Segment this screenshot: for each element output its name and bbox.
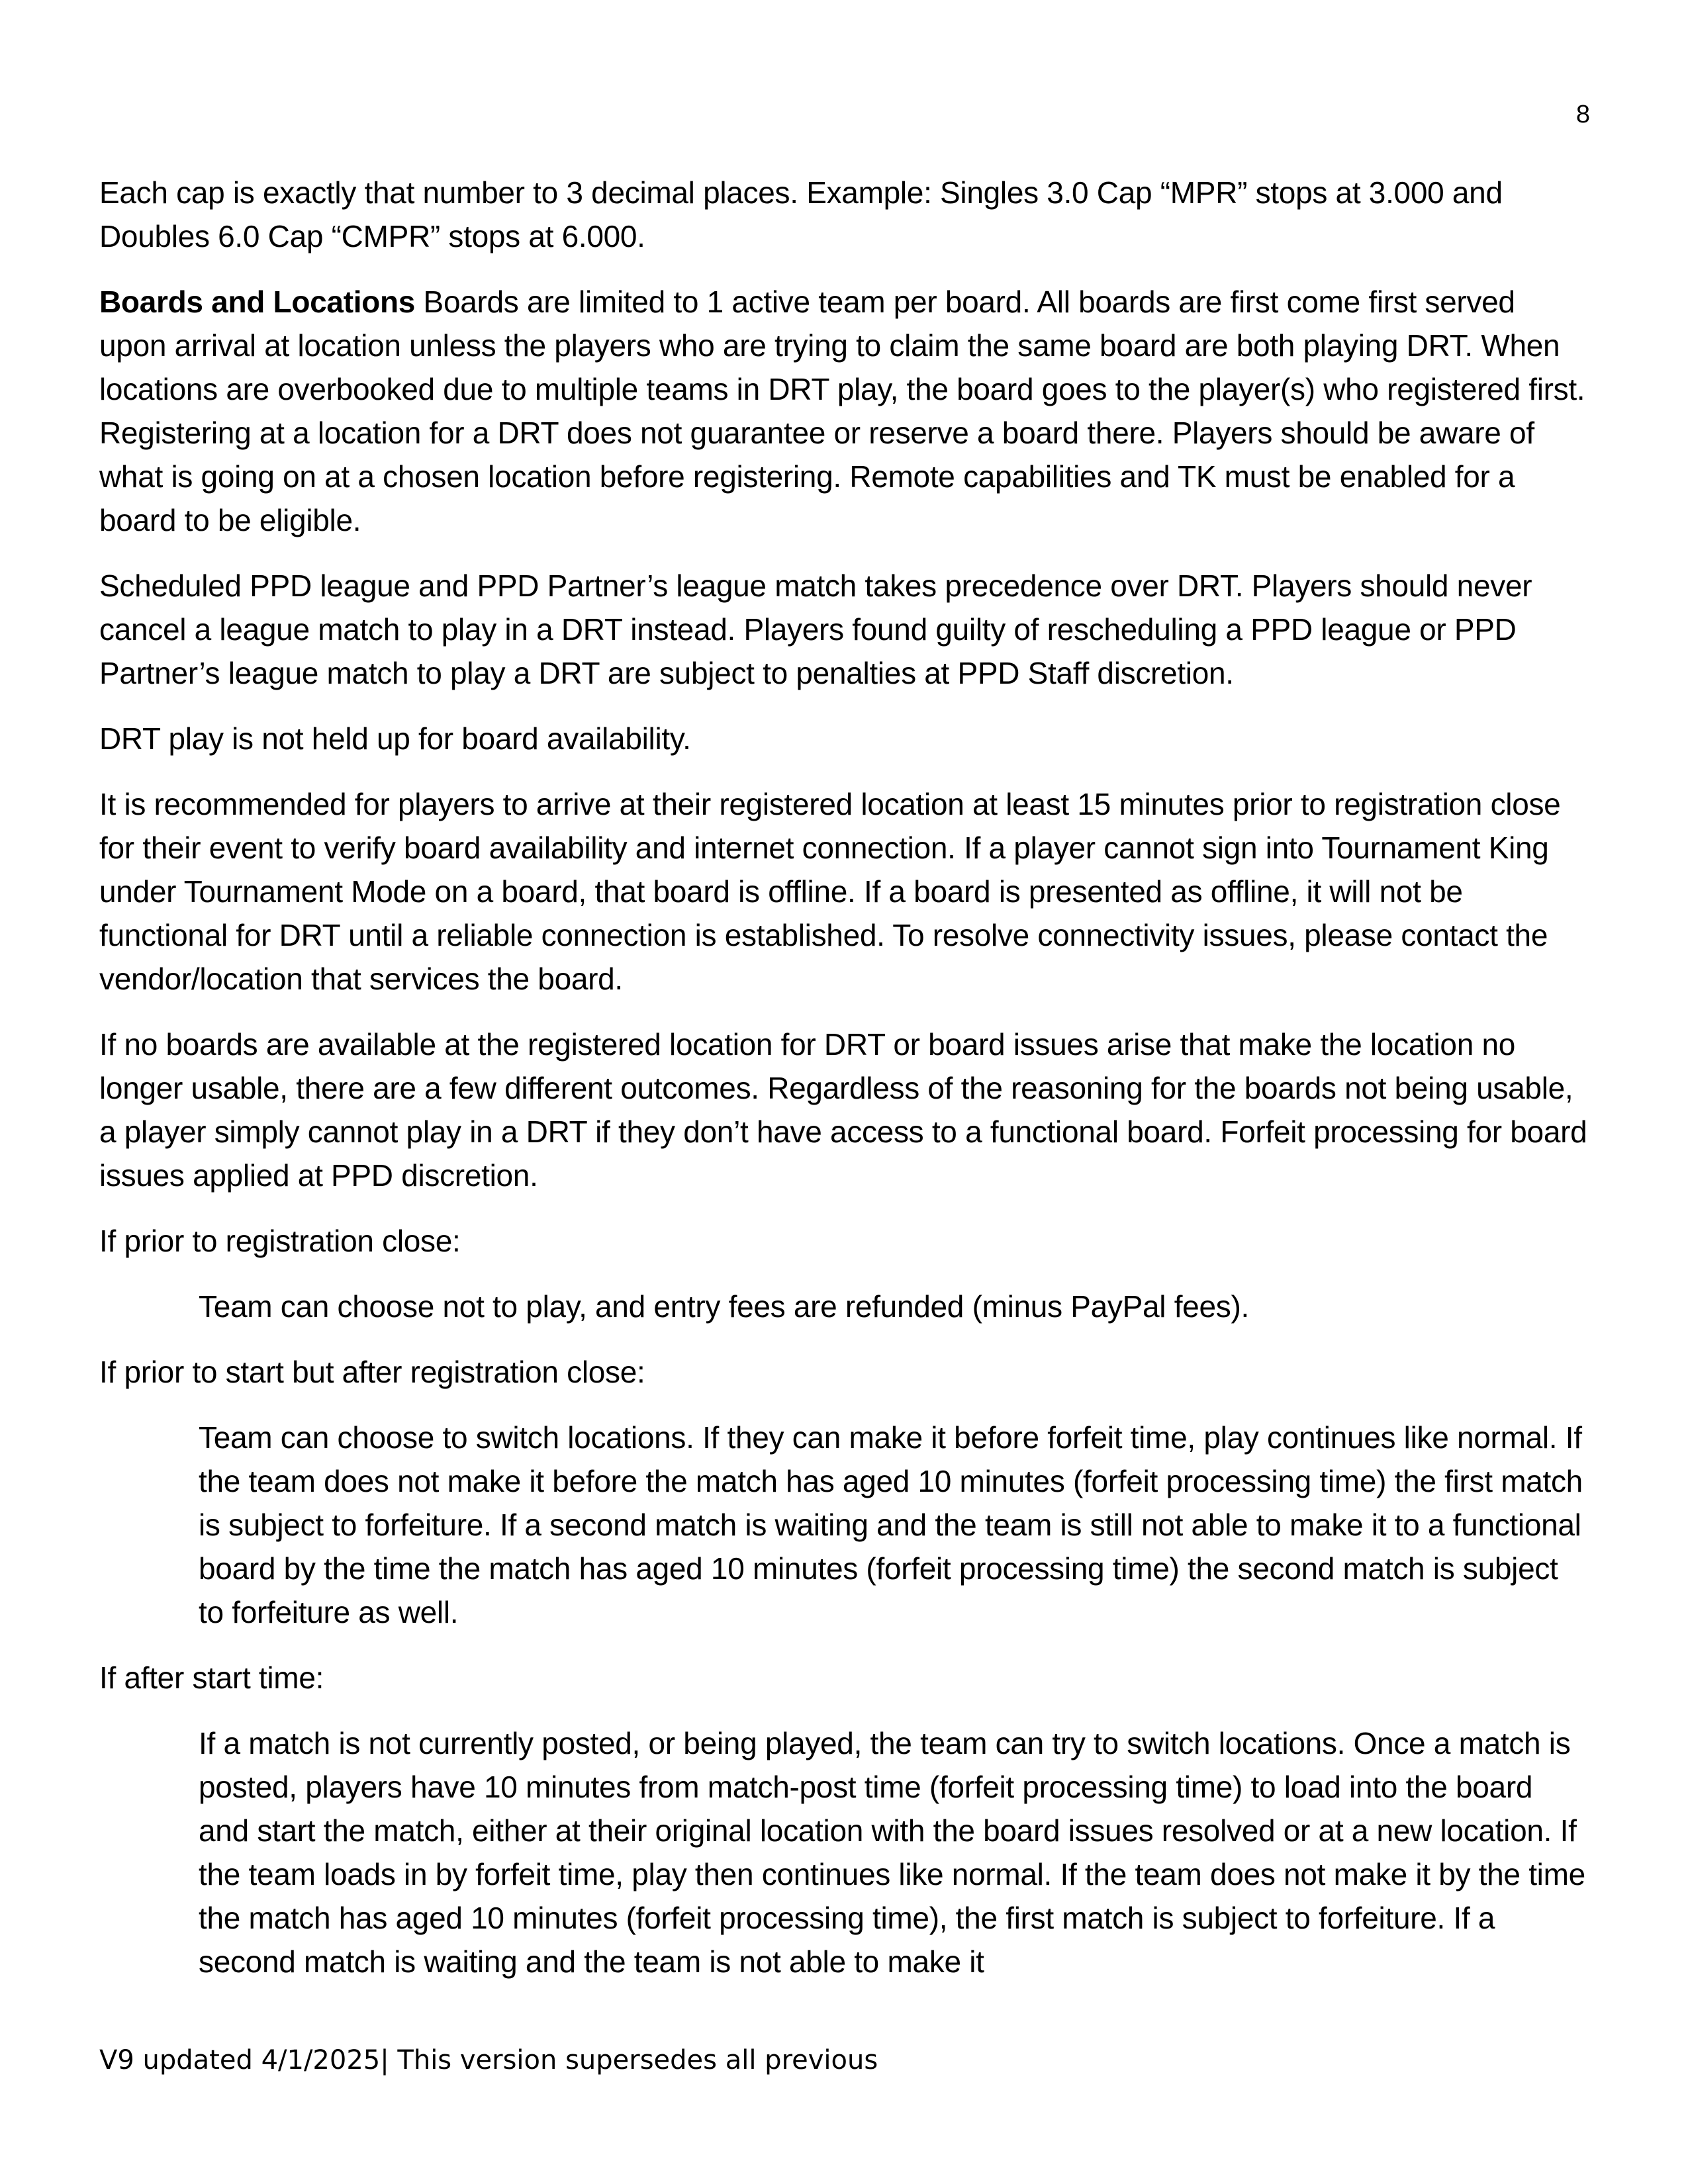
outcome-prior-to-start: Team can choose to switch locations. If they can make it before forfeit time, play continues like normal. If the team does not make it before the match has aged 10 minutes (forfeit processing time) the first match is subject to forfeiture. If a second match is waiting and the team is still not able to make it to a functional board by the time the match has aged 10 minutes (forfeit processing time) the second match is subject to forfeiture as well. [199, 1420, 1583, 1629]
condition-after-start-time: If after start time: [99, 1661, 324, 1695]
paragraph-arrival-recommendation: It is recommended for players to arrive at their registered location at least 15 minutes prior to registration close for their event to verify board availability and internet connection. If a player cannot sign into Tournament King under Tournament Mode on a board, that board is offline. If a board is presented as offline, it will not be functional for DRT until a reliable connection is established. To resolve connectivity issues, please contact the vendor/location that services the board. [99, 787, 1561, 996]
section-heading-boards-and-locations: Boards and Locations [99, 285, 416, 319]
paragraph-cap-definition: Each cap is exactly that number to 3 decimal places. Example: Singles 3.0 Cap “MPR” stops at 3.000 and Doubles 6.0 Cap “CMPR” stops at 6.000. [99, 175, 1503, 253]
paragraph-boards-body: Boards are limited to 1 active team per board. All boards are first come first served upon arrival at location unless the players who are trying to claim the same board are both playing DRT. When locations are overbooked due to multiple teams in DRT play, the board goes to the player(s) who registered first. Registering at a location for a DRT does not guarantee or reserve a board there. Players should be aware of what is going on at a chosen location before registering. Remote capabilities and TK must be enabled for a board to be eligible. [99, 285, 1585, 537]
page-number: 8 [1575, 101, 1590, 128]
paragraph-boards-and-locations [99, 280, 1589, 542]
page-footer: V9 updated 4/1/2025| This version supersedes all previous [99, 2045, 878, 2075]
outcome-prior-to-registration-close: Team can choose not to play, and entry fees are refunded (minus PayPal fees). [199, 1289, 1249, 1324]
outcome-after-start-time: If a match is not currently posted, or being played, the team can try to switch locations. Once a match is posted, players have 10 minutes from match-post time (forfeit processing time) to load into the board and start the match, either at their original location with the board issues resolved or at a new location. If the team loads in by forfeit time, play then continues like normal. If the team does not make it by the time the match has aged 10 minutes (forfeit processing time), the first match is subject to forfeiture. If a second match is waiting and the team is not able to make it [199, 1726, 1585, 1979]
paragraph-board-availability: DRT play is not held up for board availability. [99, 721, 691, 756]
paragraph-league-precedence: Scheduled PPD league and PPD Partner’s league match takes precedence over DRT. Players should never cancel a league match to play in a DRT instead. Players found guilty of rescheduling a PPD league or PPD Partner’s league match to play a DRT are subject to penalties at PPD Staff discretion. [99, 569, 1532, 690]
condition-prior-to-start: If prior to start but after registration close: [99, 1355, 645, 1389]
paragraph-no-boards-available: If no boards are available at the registered location for DRT or board issues arise that make the location no longer usable, there are a few different outcomes. Regardless of the reasoning for the boards not being usable, a player simply cannot play in a DRT if they don’t have access to a functional board. Forfeit processing for board issues applied at PPD discretion. [99, 1027, 1587, 1193]
document-body [99, 171, 1589, 2005]
condition-prior-to-registration-close: If prior to registration close: [99, 1224, 461, 1258]
